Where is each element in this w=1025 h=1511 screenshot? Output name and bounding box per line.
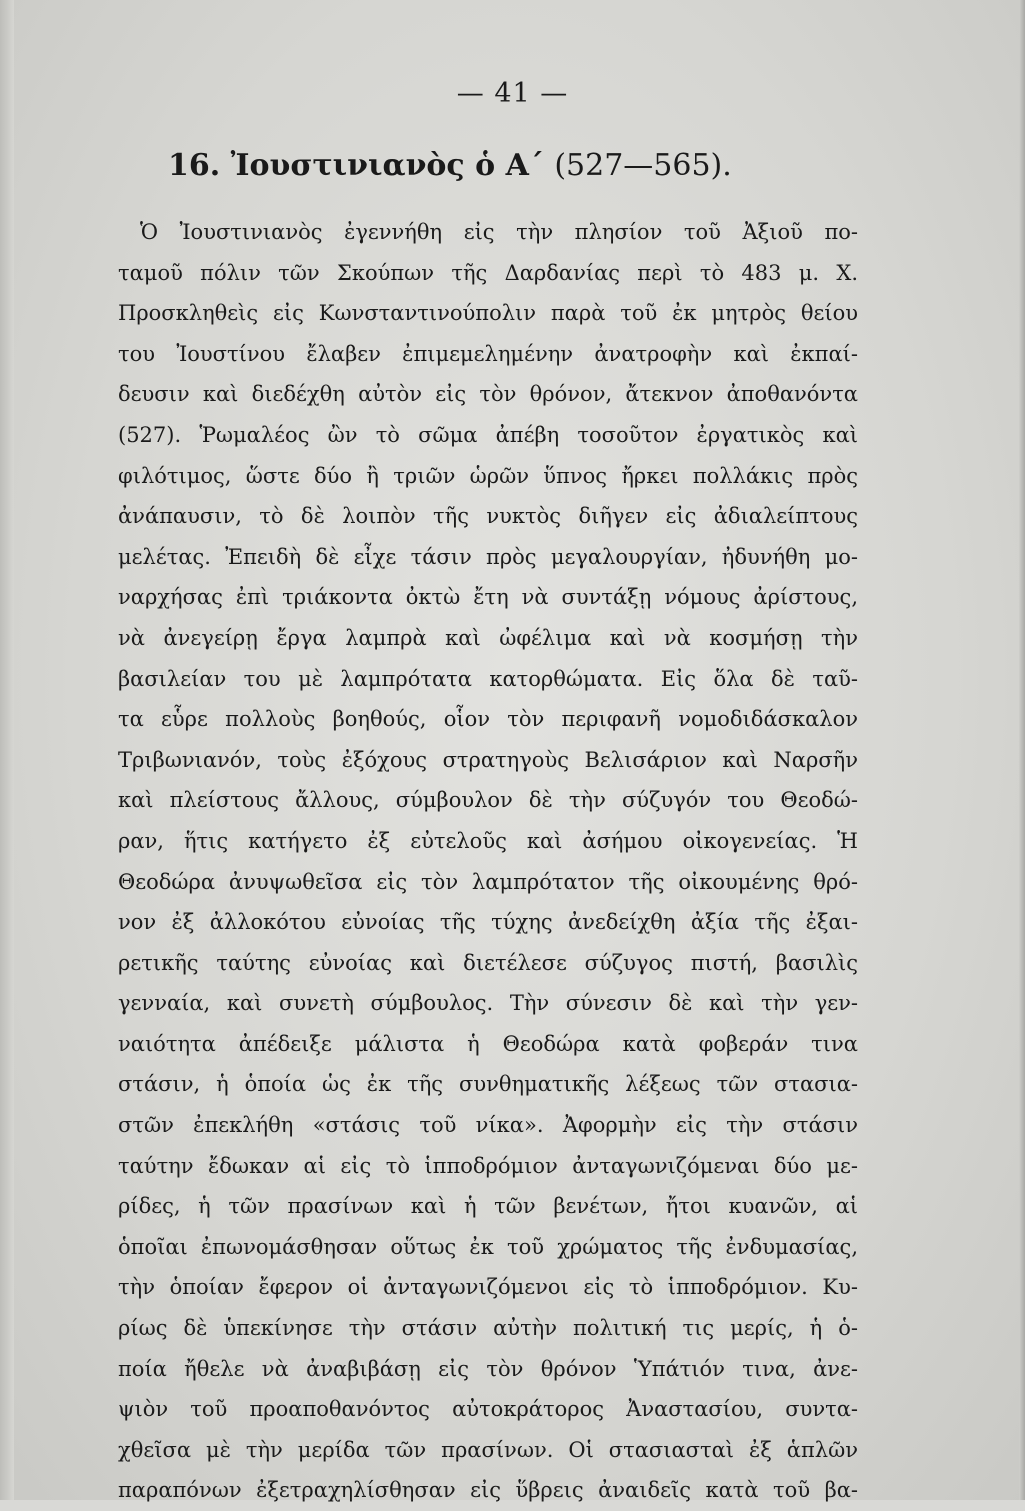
- text-line: ρετικῆς ταύτης εὐνοίας καὶ διετέλεσε σύζυγος πιστή, βασιλὶς: [118, 950, 858, 975]
- text-line: γενναία, καὶ συνετὴ σύμβουλος. Τὴν σύνεσιν δὲ καὶ τὴν γεν-: [118, 991, 858, 1016]
- text-line: ταύτην ἔδωκαν αἱ εἰς τὸ ἱπποδρόμιον ἀνταγωνιζόμεναι δύο με-: [118, 1153, 858, 1178]
- text-line: ρίως δὲ ὑπεκίνησε τὴν στάσιν αὐτὴν πολιτική τις μερίς, ἡ ὁ-: [118, 1316, 858, 1341]
- text-line: χθεῖσα μὲ τὴν μερίδα τῶν πρασίνων. Οἱ στασιασταὶ ἐξ ἁπλῶν: [118, 1437, 858, 1462]
- text-line: ἀνάπαυσιν, τὸ δὲ λοιπὸν τῆς νυκτὸς διῆγεν εἰς ἀδιαλείπτους: [118, 504, 858, 529]
- text-line: παραπόνων ἐξετραχηλίσθησαν εἰς ὕβρεις ἀναιδεῖς κατὰ τοῦ βα-: [118, 1478, 858, 1503]
- text-line: ναρχήσας ἐπὶ τριάκοντα ὀκτὼ ἔτη νὰ συντάξῃ νόμους ἀρίστους,: [118, 585, 858, 610]
- text-line: Προσκληθεὶς εἰς Κωνσταντινούπολιν παρὰ τοῦ ἐκ μητρὸς θείου: [118, 301, 858, 326]
- section-number: 16.: [168, 148, 221, 183]
- page-gutter-shadow: [0, 0, 14, 1500]
- text-line: στάσιν, ἡ ὁποία ὡς ἐκ τῆς συνθηματικῆς λέξεως τῶν στασια-: [118, 1072, 858, 1097]
- text-line: δευσιν καὶ διεδέχθη αὐτὸν εἰς τὸν θρόνον, ἄτεκνον ἀποθανόντα: [118, 382, 858, 407]
- section-years: (527—565).: [554, 148, 732, 183]
- text-line: Τριβωνιανόν, τοὺς ἐξόχους στρατηγοὺς Βελισάριον καὶ Ναρσῆν: [118, 747, 858, 772]
- text-line: (527). Ῥωμαλέος ὢν τὸ σῶμα ἀπέβη τοσοῦτον ἐργατικὸς καὶ: [118, 422, 858, 447]
- text-line: ὁποῖαι ἐπωνομάσθησαν οὕτως ἐκ τοῦ χρώματος τῆς ἐνδυμασίας,: [118, 1234, 858, 1259]
- text-line: νον ἐξ ἀλλοκότου εὐνοίας τῆς τύχης ἀνεδείχθη ἀξία τῆς ἐξαι-: [118, 910, 858, 935]
- section-heading: [168, 148, 868, 183]
- text-line: νὰ ἀνεγείρῃ ἔργα λαμπρὰ καὶ ὠφέλιμα καὶ νὰ κοσμήσῃ τὴν: [118, 625, 858, 650]
- text-line: τα εὗρε πολλοὺς βοηθούς, οἷον τὸν περιφανῆ νομοδιδάσκαλον: [118, 707, 858, 732]
- text-line: μελέτας. Ἐπειδὴ δὲ εἶχε τάσιν πρὸς μεγαλουργίαν, ἠδυνήθη μο-: [118, 544, 858, 569]
- text-line: ψιὸν τοῦ προαποθανόντος αὐτοκράτορος Ἀναστασίου, συντα-: [118, 1397, 858, 1422]
- text-line: ποία ἤθελε νὰ ἀναβιβάσῃ εἰς τὸν θρόνον Ὑπάτιόν τινα, ἀνε-: [118, 1356, 858, 1381]
- text-line: στῶν ἐπεκλήθη «στάσις τοῦ νίκα». Ἀφορμὴν εἰς τὴν στάσιν: [118, 1113, 858, 1138]
- text-line: του Ἰουστίνου ἔλαβεν ἐπιμεμελημένην ἀνατροφὴν καὶ ἐκπαί-: [118, 341, 858, 366]
- section-title: Ἰουστινιανὸς ὁ Α΄: [230, 148, 544, 183]
- text-line: ταμοῦ πόλιν τῶν Σκούπων τῆς Δαρδανίας περὶ τὸ 483 μ. Χ.: [118, 260, 858, 285]
- text-line: ναιότητα ἀπέδειξε μάλιστα ἡ Θεοδώρα κατὰ φοβεράν τινα: [118, 1031, 858, 1056]
- page-number: — 41 —: [456, 78, 569, 109]
- text-line: ραν, ἥτις κατήγετο ἐξ εὐτελοῦς καὶ ἀσήμου οἰκογενείας. Ἡ: [118, 828, 858, 853]
- body-text: [118, 212, 858, 1511]
- text-line: τὴν ὁποίαν ἔφερον οἱ ἀνταγωνιζόμενοι εἰς τὸ ἱπποδρόμιον. Κυ-: [118, 1275, 858, 1300]
- text-line: Θεοδώρα ἀνυψωθεῖσα εἰς τὸν λαμπρότατον τῆς οἰκουμένης θρό-: [118, 869, 858, 894]
- text-line: βασιλείαν του μὲ λαμπρότατα κατορθώματα. Εἰς ὅλα δὲ ταῦ-: [118, 666, 858, 691]
- page-edge-shadow: [1019, 0, 1025, 1500]
- text-line: ρίδες, ἡ τῶν πρασίνων καὶ ἡ τῶν βενέτων, ἤτοι κυανῶν, αἱ: [118, 1194, 858, 1219]
- text-line: Ὁ Ἰουστινιανὸς ἐγεννήθη εἰς τὴν πλησίον τοῦ Ἀξιοῦ πο-: [140, 220, 858, 244]
- text-line: φιλότιμος, ὥστε δύο ἢ τριῶν ὡρῶν ὕπνος ἤρκει πολλάκις πρὸς: [118, 463, 858, 488]
- text-line: καὶ πλείστους ἄλλους, σύμβουλον δὲ τὴν σύζυγόν του Θεοδώ-: [118, 788, 858, 813]
